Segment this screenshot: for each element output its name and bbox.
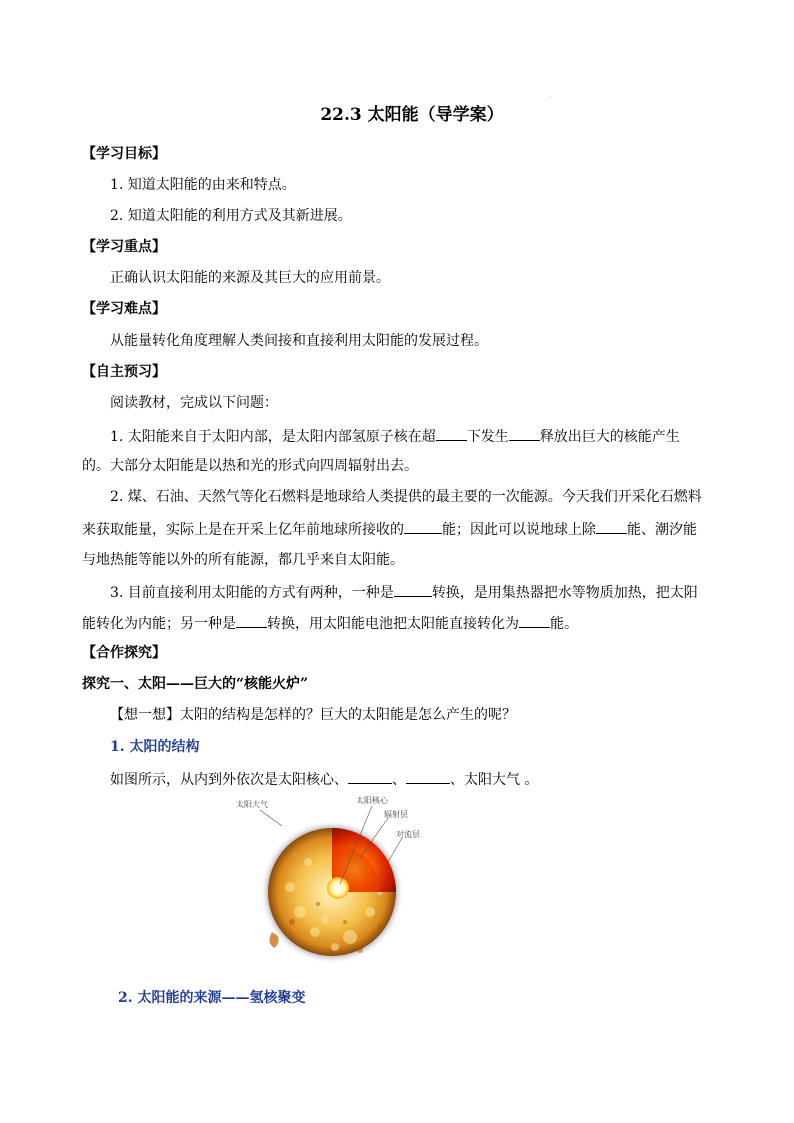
header-mark: . xyxy=(549,92,551,99)
question-2-line-2: 来获取能量，实际上是在开采上亿年前地球所接收的 能；因此可以说地球上除 能、潮汐能 xyxy=(82,522,697,538)
question-1-line-1: 1. 太阳能来自于太阳内部，是太阳内部氢原子核在超 下发生 释放出巨大的核能产生 xyxy=(110,429,680,445)
answer-blank[interactable] xyxy=(519,615,550,628)
label-convective-zone: 对流层 xyxy=(396,830,420,839)
question-3-line-2: 能转化为内能；另一种是 转换，用太阳能电池把太阳能直接转化为 能。 xyxy=(82,616,578,632)
sun-core xyxy=(327,877,349,899)
question-3-line-1: 3. 目前直接利用太阳能的方式有两种，一种是 转换，是用集热器把水等物质加热，把太阳 xyxy=(110,585,698,601)
sun-structure-figure xyxy=(220,792,430,988)
answer-blank[interactable] xyxy=(394,584,432,597)
label-sun-atmosphere: 太阳大气 xyxy=(236,800,268,809)
objective-1: 1. 知道太阳能的由来和特点。 xyxy=(110,177,296,193)
section-key-points: 【学习重点】 xyxy=(82,239,166,255)
answer-blank[interactable] xyxy=(348,771,392,784)
difficulty-text: 从能量转化角度理解人类间接和直接利用太阳能的发展过程。 xyxy=(110,333,488,349)
preview-intro: 阅读教材，完成以下问题： xyxy=(110,395,278,411)
subsection-energy-source: 2. 太阳能的来源——氢核聚变 xyxy=(118,990,306,1006)
answer-blank[interactable] xyxy=(404,521,442,534)
question-2-line-3: 与地热能等能以外的所有能源，都几乎来自太阳能。 xyxy=(82,552,404,568)
leader-atmosphere xyxy=(260,810,282,826)
label-sun-core: 太阳核心 xyxy=(356,796,388,805)
section-preview: 【自主预习】 xyxy=(82,364,166,380)
answer-blank[interactable] xyxy=(596,521,627,534)
explore-heading: 探究一、太阳——巨大的“核能火炉” xyxy=(82,676,309,692)
section-cooperative: 【合作探究】 xyxy=(82,645,166,661)
subsection-sun-structure: 1. 太阳的结构 xyxy=(110,739,200,755)
key-points-text: 正确认识太阳能的来源及其巨大的应用前景。 xyxy=(110,270,390,286)
page-title: 22.3 太阳能（导学案） xyxy=(320,105,504,125)
answer-blank[interactable] xyxy=(509,428,540,441)
answer-blank[interactable] xyxy=(406,771,450,784)
objective-2: 2. 知道太阳能的利用方式及其新进展。 xyxy=(110,208,352,224)
question-2-line-1: 2. 煤、石油、天然气等化石燃料是地球给人类提供的最主要的一次能源。今天我们开采化石燃料 xyxy=(110,489,702,505)
section-difficulty: 【学习难点】 xyxy=(82,301,166,317)
label-radiative-zone: 辐射层 xyxy=(384,810,408,819)
question-1-line-2: 的。大部分太阳能是以热和光的形式向四周辐射出去。 xyxy=(82,458,418,474)
answer-blank[interactable] xyxy=(236,615,267,628)
answer-blank[interactable] xyxy=(436,428,467,441)
think-question: 【想一想】太阳的结构是怎样的？巨大的太阳能是怎么产生的呢？ xyxy=(110,707,516,723)
figure-description: 如图所示，从内到外依次是太阳核心、 、 、太阳大气 。 xyxy=(110,772,539,788)
section-objectives: 【学习目标】 xyxy=(82,146,166,162)
